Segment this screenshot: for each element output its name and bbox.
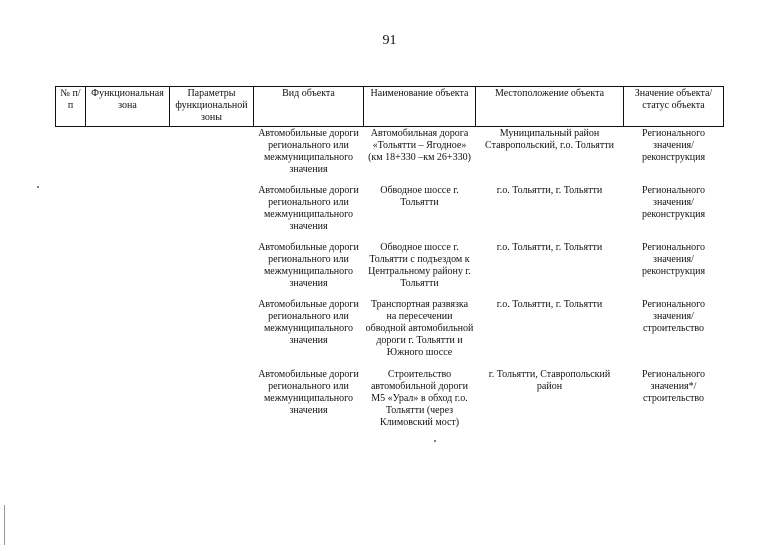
cell-status: Регионального значения/ реконструкция — [641, 184, 706, 220]
table-row — [56, 127, 724, 184]
cell-name: Обводное шоссе г. Тольятти — [380, 184, 459, 208]
table-row — [56, 298, 724, 368]
table-header-row — [56, 87, 724, 127]
cell-params — [170, 241, 254, 298]
cell-location: Муниципальный район Ставропольский, г.о. Тольятти — [485, 128, 614, 151]
cell-num — [56, 368, 86, 430]
header-zone: Функциональная зона — [86, 87, 170, 127]
cell-name: Обводное шоссе г. Тольятти с подъездом к Центральному району г. Тольятти — [368, 241, 471, 289]
table-row — [56, 241, 724, 298]
header-type: Вид объекта — [254, 87, 364, 127]
cell-num — [56, 298, 86, 368]
header-num: № п/п — [56, 87, 86, 127]
cell-num — [56, 127, 86, 184]
table-row — [56, 368, 724, 430]
cell-name: Строительство автомобильной дороги М5 «Урал» в обход г.о. Тольятти (через Климовский мост) — [370, 368, 469, 428]
cell-params — [170, 298, 254, 368]
cell-status: Регионального значения/ строительство — [642, 298, 705, 334]
cell-zone — [86, 184, 170, 241]
cell-status: Регионального значения/ реконструкция — [641, 128, 706, 163]
cell-zone — [86, 368, 170, 430]
cell-type: Автомобильные дороги регионального или межмуниципального значения — [258, 368, 359, 416]
cell-num — [56, 184, 86, 241]
scan-edge-mark — [4, 505, 5, 545]
cell-location: г.о. Тольятти, г. Тольятти — [496, 298, 603, 310]
scan-speck — [37, 186, 39, 188]
cell-params — [170, 368, 254, 430]
header-status: Значение объекта/статус объекта — [624, 87, 724, 127]
cell-status: Регионального значения*/ строительство — [642, 368, 705, 404]
page-number: 91 — [382, 33, 397, 48]
cell-name: Автомобильная дорога «Тольятти – Ягодное» (км 18+330 –км 26+330) — [368, 128, 471, 163]
cell-type: Автомобильные дороги регионального или межмуниципального значения — [258, 298, 359, 346]
cell-zone — [86, 241, 170, 298]
header-name: Наименование объекта — [364, 87, 476, 127]
cell-name: Транспортная развязка на пересечении обводной автомобильной дороги г. Тольятти и Южного шоссе — [365, 298, 474, 358]
cell-type: Автомобильные дороги регионального или межмуниципального значения — [258, 241, 359, 289]
cell-location: г.о. Тольятти, г. Тольятти — [496, 241, 603, 253]
scan-speck — [434, 440, 436, 442]
table-row — [56, 184, 724, 241]
cell-location: г. Тольятти, Ставропольский район — [488, 368, 611, 392]
header-params: Параметры функциональной зоны — [170, 87, 254, 127]
cell-num — [56, 241, 86, 298]
header-location: Местоположение объекта — [476, 87, 624, 127]
cell-type: Автомобильные дороги регионального или межмуниципального значения — [258, 128, 359, 175]
cell-status: Регионального значения/ реконструкция — [641, 241, 706, 277]
cell-location: г.о. Тольятти, г. Тольятти — [496, 184, 603, 196]
cell-zone — [86, 127, 170, 184]
cell-params — [170, 184, 254, 241]
cell-type: Автомобильные дороги регионального или межмуниципального значения — [258, 184, 359, 232]
objects-table — [55, 86, 724, 430]
cell-params — [170, 127, 254, 184]
cell-zone — [86, 298, 170, 368]
